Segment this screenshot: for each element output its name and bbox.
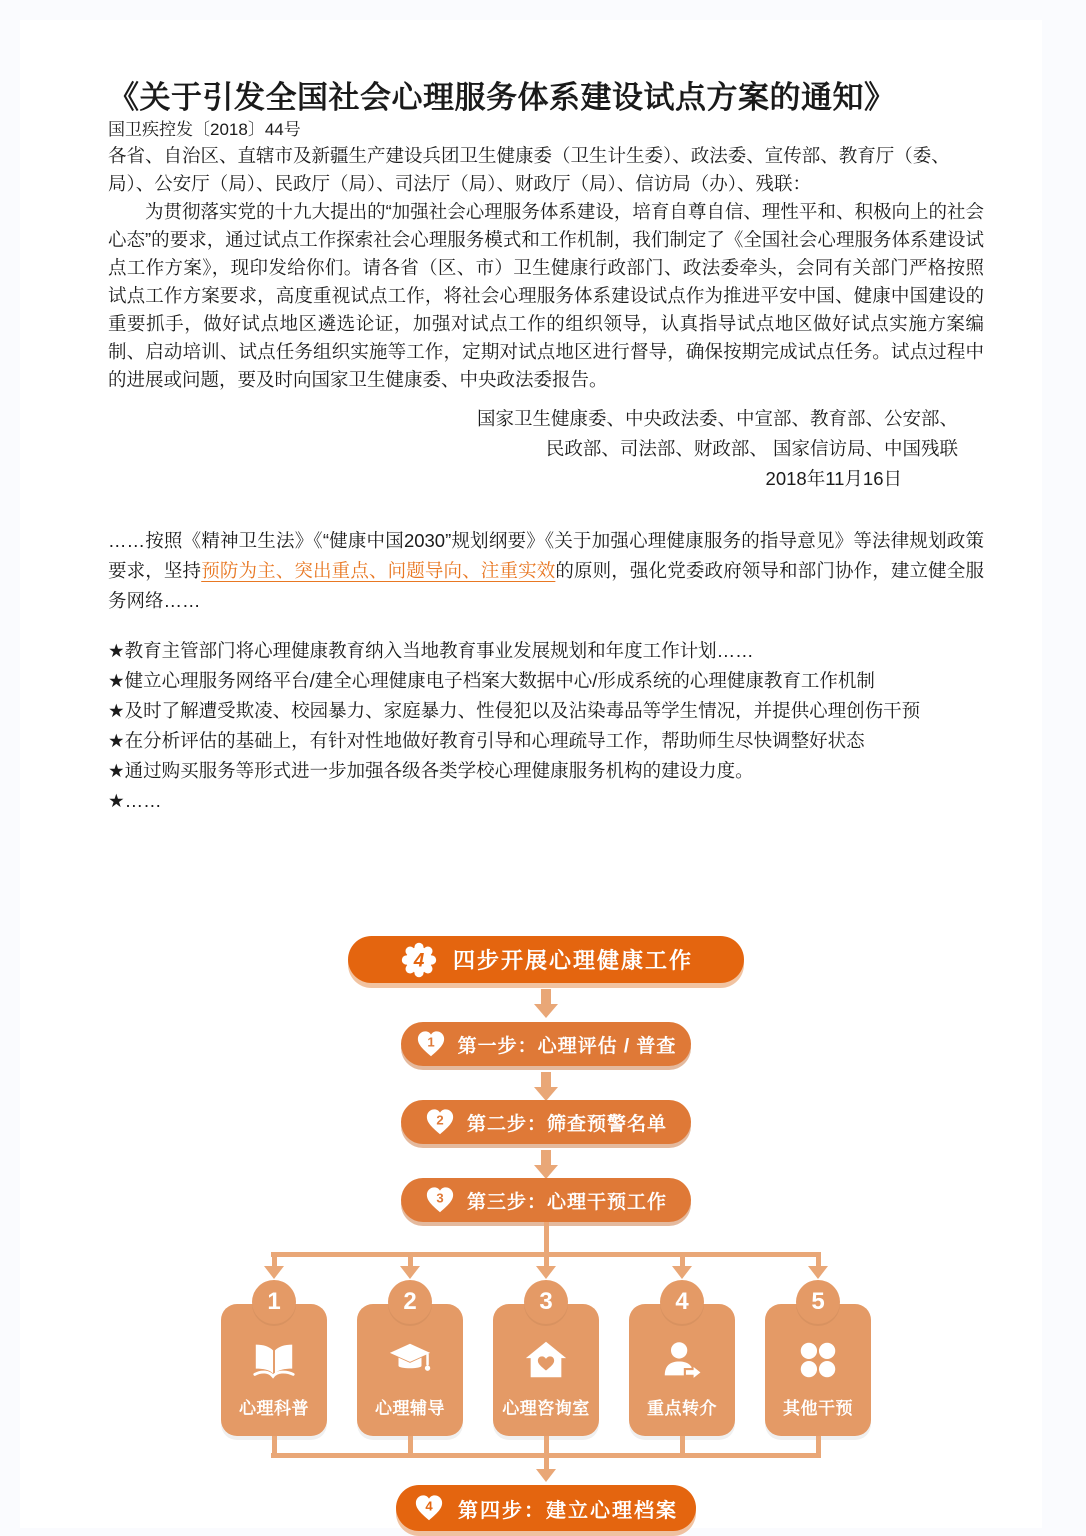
- heart-badge-icon: [414, 1493, 444, 1523]
- bullet-item: ★通过购买服务等形式进一步加强各级各类学校心理健康服务机构的建设力度。: [108, 760, 754, 781]
- signature-line-2: 民政部、司法部、财政部、 国家信访局、中国残联: [545, 438, 958, 459]
- person-referral-icon: [658, 1336, 706, 1384]
- flower-badge-icon: [399, 940, 439, 980]
- excerpt-paragraph: [108, 526, 984, 616]
- bullet-list: [108, 636, 984, 816]
- bullet-item: ★在分析评估的基础上，有针对性地做好教育引导和心理疏导工作，帮助师生尽快调整好状态: [108, 730, 865, 751]
- connector-line: [272, 1436, 277, 1453]
- step-4-label: 第四步：建立心理档案: [458, 1499, 678, 1522]
- connector-line: [816, 1436, 821, 1453]
- signature-date: 2018年11月16日: [765, 468, 902, 489]
- excerpt-pre-text: ……按照《精神卫生法》《“健康中国2030”规划纲要》《关于加强心理健康服务的指导意见》等法律规划政策要求，坚持: [108, 530, 984, 581]
- flowchart-header-pill: [348, 936, 744, 983]
- intervention-label: 重点转介: [647, 1399, 717, 1418]
- excerpt-highlighted-text: 预防为主、突出重点、问题导向、注重实效: [201, 560, 556, 581]
- header-number: 4: [413, 950, 425, 971]
- intervention-label: 心理辅导: [375, 1399, 445, 1418]
- step-number: 4: [425, 1498, 433, 1514]
- graduation-cap-icon: [386, 1336, 434, 1384]
- card-number-badge: 3: [524, 1280, 568, 1324]
- bullet-item: ★健立心理服务网络平台/建全心理健康电子档案大数据中心/形成系统的心理健康教育工作机制: [108, 670, 875, 691]
- arrow-down-icon: [534, 1150, 558, 1179]
- intervention-label: 其他干预: [783, 1399, 853, 1418]
- step-number: 2: [436, 1112, 444, 1128]
- arrow-down-icon: [534, 1072, 558, 1101]
- arrowhead-icon: [536, 1266, 556, 1279]
- connector-line: [544, 1436, 549, 1453]
- card-number-badge: 5: [796, 1280, 840, 1324]
- heart-badge-icon: [425, 1185, 455, 1215]
- heart-badge-icon: [425, 1107, 455, 1137]
- card-number-badge: 2: [388, 1280, 432, 1324]
- intervention-label: 心理科普: [239, 1399, 309, 1418]
- open-book-icon: [250, 1336, 298, 1384]
- step-3-label: 第三步：心理干预工作: [466, 1191, 667, 1213]
- house-heart-icon: [522, 1336, 570, 1384]
- connector-line: [544, 1222, 549, 1252]
- intervention-card-5: [765, 1288, 871, 1436]
- step-4-pill: [396, 1485, 696, 1531]
- intervention-label: 心理咨询室: [502, 1399, 590, 1418]
- card-number-badge: 4: [660, 1280, 704, 1324]
- document-title: 《关于引发全国社会心理服务体系建设试点方案的通知》: [108, 80, 896, 115]
- clover-icon: [794, 1336, 842, 1384]
- document-body-paragraph: 为贯彻落实党的十九大提出的“加强社会心理服务体系建设，培育自尊自信、理性平和、积极向上的社会心态”的要求，通过试点工作探索社会心理服务模式和工作机制，我们制定了《全国社会心理服务体系建设试点工作方案》，现印发给你们。请各省（区、市）卫生健康行政部门、政法委牵头，会同有关部门严格按照试点工作方案要求，高度重视试点工作，将社会心理服务体系建设试点作为推进平安中国、健康中国建设的重要抓手，做好试点地区遴选论证，加强对试点工作的组织领导，认真指导试点地区做好试点实施方案编制、启动培训、试点任务组织实施等工作，定期对试点地区进行督导，确保按期完成试点任务。试点过程中的进展或问题，要及时向国家卫生健康委、中央政法委报告。: [108, 201, 984, 390]
- flowchart: [216, 936, 876, 1536]
- arrowhead-icon: [264, 1266, 284, 1279]
- heart-badge-icon: [416, 1029, 446, 1059]
- arrowhead-icon: [808, 1266, 828, 1279]
- document-page: [20, 20, 1042, 1528]
- intervention-card-4: [629, 1288, 735, 1436]
- document-number: 国卫疾控发〔2018〕44号: [108, 120, 301, 139]
- step-number: 3: [436, 1190, 444, 1206]
- bullet-item: ★教育主管部门将心理健康教育纳入当地教育事业发展规划和年度工作计划……: [108, 640, 754, 661]
- intervention-card-2: [357, 1288, 463, 1436]
- bullet-item: ★……: [108, 790, 162, 811]
- excerpt-post-text: 的原则，强化党委政府领导和部门协作，建立健全服务网络……: [108, 560, 984, 611]
- step-2-pill: [401, 1100, 691, 1144]
- bullet-item: ★及时了解遭受欺凌、校园暴力、家庭暴力、性侵犯以及沾染毒品等学生情况，并提供心理创伤干预: [108, 700, 921, 721]
- step-1-pill: [401, 1022, 691, 1066]
- flowchart-header-label: 四步开展心理健康工作: [452, 948, 693, 973]
- signature-block: [108, 404, 984, 494]
- arrowhead-icon: [536, 1469, 556, 1482]
- signature-line-1: 国家卫生健康委、中央政法委、中宣部、教育部、公安部、: [476, 408, 958, 429]
- step-number: 1: [426, 1034, 435, 1050]
- intervention-card-3: [493, 1288, 599, 1436]
- step-1-label: 第一步：心理评估 / 普查: [457, 1035, 677, 1057]
- card-number-badge: 1: [252, 1280, 296, 1324]
- connector-line: [680, 1436, 685, 1453]
- arrowhead-icon: [672, 1266, 692, 1279]
- step-3-pill: [401, 1178, 691, 1222]
- recipients-line: 各省、自治区、直辖市及新疆生产建设兵团卫生健康委（卫生计生委）、政法委、宣传部、教育厅（委、局）、公安厅（局）、民政厅（局）、司法厅（局）、财政厅（局）、信访局（办）、残联：: [108, 145, 950, 194]
- intervention-card-1: [221, 1288, 327, 1436]
- step-2-label: 第二步：筛查预警名单: [466, 1113, 667, 1135]
- connector-line: [408, 1436, 413, 1453]
- arrowhead-icon: [400, 1266, 420, 1279]
- arrow-down-icon: [534, 989, 558, 1018]
